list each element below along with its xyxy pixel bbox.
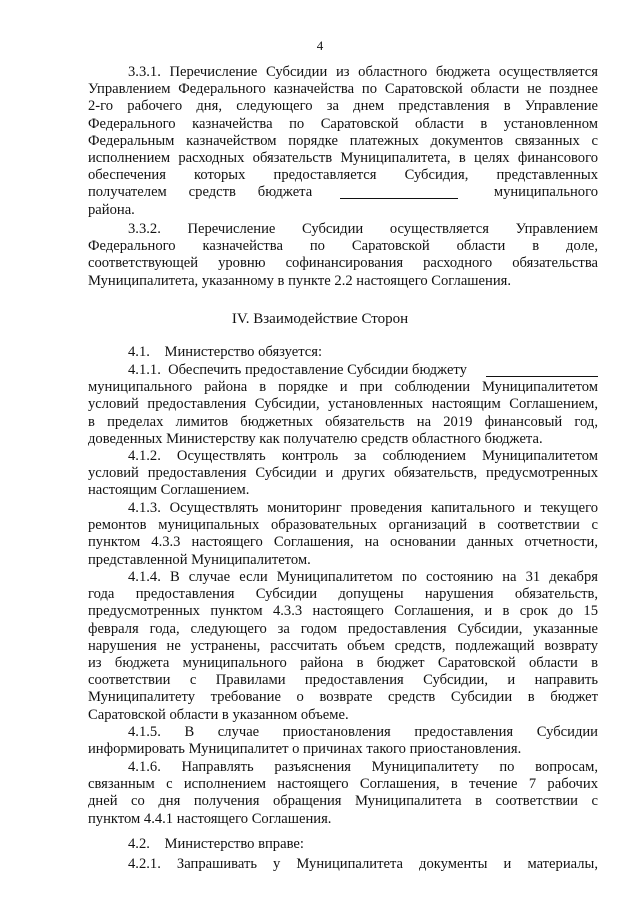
recipient-label: получателем средств бюджета [88,184,313,201]
fill-in-blank [340,187,458,199]
text-line: представленной Муниципалитетом. [88,551,311,568]
text-line: обеспечения которых предоставляется Субсидия, представленных [88,167,598,184]
text-line: предусмотренных пунктом 4.3.3 настоящего Соглашения, и в срок до 15 [88,603,598,620]
text-line: Саратовской области в указанном объеме. [88,706,349,723]
text-line: Федеральным казначейством порядке платежных документов связанных с [88,132,598,149]
text-line: дней со дня получения обращения Муниципалитета в соответствии с [88,793,598,810]
text-line: 4.1.2. Осуществлять контроль за соблюдением Муниципалитетом [128,448,598,464]
text-line: связанным с исполнением настоящего Соглашения, в течение 7 рабочих [88,776,598,793]
text-line: Федерального казначейства по Саратовской области в установленном [88,115,598,132]
text-line: условий предоставления Субсидии и других обязательств, предусмотренных [88,465,598,482]
section-title: IV. Взаимодействие Сторон [231,311,409,327]
paragraph-3-3-2 [88,221,598,290]
text-line: 4.1.5. В случае приостановления предоставления Субсидии [128,724,598,740]
text-line: 4.1. Министерство обязуется: [128,344,323,360]
text-line: пунктом 4.4.1 настоящего Соглашения. [88,810,332,827]
paragraph-4-2-1 [88,856,598,873]
text-line: февраля года, следующего за годом предоставления Субсидии, указанные [88,620,598,637]
text-line: муниципального района в порядке и при соблюдении Муниципалитетом [88,379,598,396]
text-line: 4.2.1. Запрашивать у Муниципалитета документы и материалы, [128,856,598,872]
paragraph-4-1-1-start: 4.1.1. Обеспечить предоставление Субсидии бюджету [128,362,467,378]
paragraph-4-1 [88,344,598,361]
text-line: 3.3.2. Перечисление Субсидии осуществляется Управлением [128,221,598,237]
text-line: 4.2. Министерство вправе: [128,836,304,852]
text-line: в пределах лимитов бюджетных обязательств на 2019 финансовый год, [88,413,598,430]
text-line: 4.1.6. Направлять разъяснения Муниципалитету по вопросам, [128,759,598,775]
text-line: условий предоставления Субсидии, установленных настоящим Соглашением, [88,396,598,413]
text-line: из бюджета муниципального района в бюджет Саратовской области в [88,654,598,671]
paragraph-4-1-2 [88,448,598,500]
paragraph-4-1-5 [88,724,598,758]
text-line: ремонтов муниципальных образовательных организаций в соответствии с [88,517,598,534]
text-line: нарушения не устранены, рассчитать объем средств, подлежащий возврату [88,637,598,654]
text-line: настоящим Соглашением. [88,482,250,499]
text-line: Федерального казначейства по Саратовской области в доле, [88,238,598,255]
text-line: Управлением Федерального казначейства по Саратовской области не позднее [88,81,598,98]
paragraph-4-1-6 [88,759,598,828]
text-line [88,184,598,201]
text-line [88,362,598,379]
page-number: 4 [316,38,324,53]
text-line: информировать Муниципалитет о причинах такого приостановления. [88,741,522,758]
text-line: доведенных Министерству как получателю средств областного бюджета. [88,430,543,447]
paragraph-4-1-3 [88,500,598,569]
text-line: соответствующей уровню софинансирования расходного обязательства [88,255,598,272]
text-line: пунктом 4.3.3 настоящего Соглашения, на основании данных отчетности, [88,534,598,551]
text-line: Муниципалитета, указанному в пункте 2.2 настоящего Соглашения. [88,272,511,289]
recipient-tail: муниципального [493,184,598,201]
text-line: 4.1.3. Осуществлять мониторинг проведения капитального и текущего [128,500,598,516]
text-line: 2-го рабочего дня, следующего за днем представления в Управление [88,98,598,115]
text-line: исполнением расходных обязательств Муниципалитета, в целях финансового [88,149,598,166]
paragraph-4-1-1 [88,362,598,448]
text-line: Муниципалитету требование о возврате средств Субсидии в бюджет [88,689,598,706]
text-line: 3.3.1. Перечисление Субсидии из областного бюджета осуществляется [128,64,598,80]
fill-in-blank [486,365,598,377]
text-line: года предоставления Субсидии допущены нарушения обязательств, [88,586,598,603]
paragraph-4-2 [88,836,598,853]
text-line: 4.1.4. В случае если Муниципалитетом по состоянию на 31 декабря [128,569,598,585]
text-line: соответствии с Правилами предоставления Субсидии, и направить [88,672,598,689]
paragraph-3-3-1 [88,64,598,219]
paragraph-4-1-4 [88,569,598,724]
text-line: района. [88,201,135,218]
